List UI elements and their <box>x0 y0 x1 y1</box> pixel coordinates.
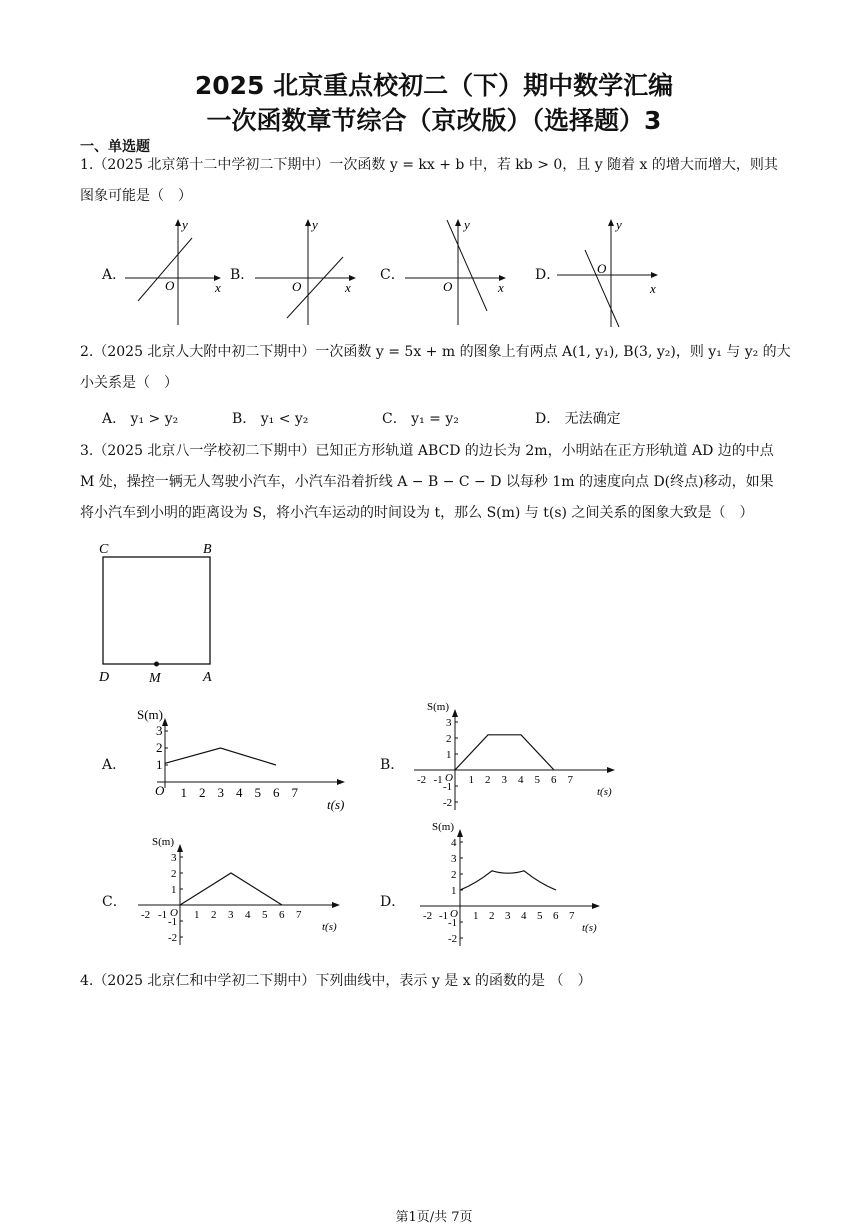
x-tick-label: 7 <box>291 785 298 800</box>
x-tick-label: 3 <box>501 774 507 786</box>
origin-label: O <box>165 278 175 293</box>
y-tick-label: 2 <box>156 740 163 755</box>
x-tick-label: 7 <box>296 909 302 921</box>
page-subtitle: 一次函数章节综合（京改版）（选择题）3 <box>206 106 662 135</box>
x-arrow-head <box>607 767 615 773</box>
x-tick-label: 2 <box>485 774 491 786</box>
y-tick-label: 3 <box>451 853 457 865</box>
origin-label: O <box>450 908 458 920</box>
series-line <box>165 748 276 765</box>
y-tick-label: 3 <box>171 852 177 864</box>
x-label: x <box>498 280 504 295</box>
series-line <box>180 873 282 905</box>
y-tick-label: 2 <box>171 868 177 880</box>
y-tick-label: 3 <box>156 723 163 738</box>
y-label: y <box>616 217 622 232</box>
x-tick-label: 4 <box>518 774 524 786</box>
section-heading: 一、单选题 <box>80 139 150 155</box>
x-tick-label: -2 <box>417 774 427 786</box>
x-arrow-head <box>337 779 345 785</box>
y-arrow-head <box>452 709 458 717</box>
q1-graph-a <box>120 215 230 330</box>
y-tick-label: -1 <box>443 781 453 793</box>
x-tick-label: 7 <box>567 774 573 786</box>
y-axis-label: S(m) <box>432 821 454 833</box>
q3-option-d-label[interactable]: D． <box>380 894 406 910</box>
y-tick-label: 2 <box>451 869 457 881</box>
y-tick-label: -2 <box>448 933 458 945</box>
y-tick-label: -2 <box>443 797 453 809</box>
q1-graph-d <box>557 215 667 330</box>
x-tick-label: 2 <box>211 909 217 921</box>
origin-label: O <box>445 772 453 784</box>
y-label: y <box>182 217 188 232</box>
x-tick-label: 6 <box>551 774 557 786</box>
y-arrow-head <box>177 844 183 852</box>
x-tick-label: 4 <box>521 910 527 922</box>
x-tick-label: 5 <box>534 774 540 786</box>
x-tick-label: 5 <box>254 785 261 800</box>
y-tick-label: 1 <box>446 749 452 761</box>
y-tick-label: 2 <box>446 733 452 745</box>
function-line <box>447 220 487 311</box>
question-1 <box>80 150 792 212</box>
x-tick-label: 5 <box>537 910 543 922</box>
y-tick-label: 1 <box>451 885 457 897</box>
x-tick-label: 1 <box>468 774 474 786</box>
x-axis-label: t(s) <box>322 921 337 933</box>
question-4 <box>80 966 792 997</box>
question-2-line-2: 小关系是（ ） <box>80 375 178 391</box>
question-3-line-3: 将小汽车到小明的距离设为 S，将小汽车运动的时间设为 t，那么 S(m) 与 t(s) 之间关系的图象大致是（ ） <box>80 505 754 521</box>
q3-graph-d <box>410 821 610 960</box>
y-tick-label: 4 <box>451 837 457 849</box>
x-tick-label: 1 <box>473 910 479 922</box>
q1-option-c-label[interactable]: C． <box>380 267 405 283</box>
q3-option-c-label[interactable]: C． <box>102 894 127 910</box>
x-axis-label: t(s) <box>582 922 597 934</box>
x-tick-label: 6 <box>279 909 285 921</box>
x-label: x <box>215 280 221 295</box>
origin-label: O <box>170 907 178 919</box>
x-tick-label: 6 <box>553 910 559 922</box>
question-2-line-1: 2.（2025 北京人大附中初二下期中）一次函数 y = 5x + m 的图象上有两点 A(1, y₁), B(3, y₂)，则 y₁ 与 y₂ 的大 <box>80 344 791 360</box>
x-tick-label: 3 <box>217 785 224 800</box>
question-1-line-1: 1.（2025 北京第十二中学初二下期中）一次函数 y = kx + b 中，若 kb > 0，且 y 随着 x 的增大而增大，则其 <box>80 157 778 173</box>
y-axis-label: S(m) <box>427 701 449 713</box>
x-tick-label: 1 <box>194 909 200 921</box>
q3-graph-a <box>135 707 355 812</box>
x-tick-label: -2 <box>141 909 151 921</box>
q3-option-a-label[interactable]: A． <box>102 757 127 773</box>
q1-option-a-label[interactable]: A． <box>102 267 127 283</box>
q3-graph-c <box>135 835 350 957</box>
q2-option-b[interactable]: B． y₁ < y₂ <box>232 411 309 427</box>
x-arrow-head <box>592 903 600 909</box>
page-footer: 第1页/共 7页 <box>395 1210 473 1225</box>
question-2 <box>80 337 792 399</box>
q1-option-b-label[interactable]: B． <box>230 267 255 283</box>
q1-option-d-label[interactable]: D． <box>535 267 561 283</box>
vertex-c-label: C <box>99 542 109 557</box>
question-1-line-2: 图象可能是（ ） <box>80 188 192 204</box>
square-track-figure <box>95 540 225 690</box>
x-tick-label: 1 <box>180 785 187 800</box>
x-tick-label: 6 <box>273 785 280 800</box>
x-tick-label: 4 <box>236 785 243 800</box>
x-tick-label: 2 <box>199 785 206 800</box>
square-abcd <box>103 557 210 664</box>
origin-label: O <box>155 783 165 798</box>
x-tick-label: 5 <box>262 909 268 921</box>
question-3 <box>80 436 792 529</box>
x-label: x <box>345 280 351 295</box>
y-arrow-head <box>457 829 463 837</box>
x-tick-label: -2 <box>423 910 433 922</box>
x-label: x <box>650 281 656 296</box>
x-axis-label: t(s) <box>597 786 612 798</box>
y-tick-label: -2 <box>168 932 178 944</box>
x-tick-label: -1 <box>439 910 449 922</box>
y-tick-label: 1 <box>171 884 177 896</box>
vertex-d-label: D <box>99 670 110 685</box>
q2-option-a[interactable]: A． y₁ > y₂ <box>102 411 179 427</box>
x-tick-label: -1 <box>158 909 168 921</box>
q2-option-d[interactable]: D． 无法确定 <box>535 411 621 427</box>
point-m <box>154 662 159 667</box>
q1-graph-b <box>255 215 365 330</box>
origin-label: O <box>597 261 607 276</box>
q3-graph-b <box>410 700 625 822</box>
series-line <box>455 735 554 770</box>
question-3-line-2: M 处，操控一辆无人驾驶小汽车，小汽车沿着折线 A − B − C − D 以每秒 1m 的速度向点 D(终点)移动，如果 <box>80 474 774 490</box>
x-tick-label: 3 <box>505 910 511 922</box>
vertex-a-label: A <box>203 670 212 685</box>
x-tick-label: 2 <box>489 910 495 922</box>
point-m-label: M <box>149 671 161 686</box>
q2-option-c[interactable]: C． y₁ = y₂ <box>382 411 459 427</box>
x-tick-label: -1 <box>433 774 443 786</box>
y-tick-label: -1 <box>168 916 178 928</box>
origin-label: O <box>443 279 453 294</box>
q1-graph-c <box>405 215 515 330</box>
q3-option-b-label[interactable]: B． <box>380 757 405 773</box>
y-tick-label: 1 <box>156 757 163 772</box>
y-axis-label: S(m) <box>137 707 163 722</box>
y-label: y <box>312 217 318 232</box>
x-axis-label: t(s) <box>327 797 345 812</box>
page-title: 2025 北京重点校初二（下）期中数学汇编 <box>194 71 674 100</box>
origin-label: O <box>292 279 302 294</box>
x-tick-label: 7 <box>569 910 575 922</box>
x-tick-label: 4 <box>245 909 251 921</box>
vertex-b-label: B <box>203 542 212 557</box>
y-tick-label: -1 <box>448 917 458 929</box>
y-label: y <box>464 217 470 232</box>
y-tick-label: 3 <box>446 717 452 729</box>
x-tick-label: 3 <box>228 909 234 921</box>
question-4-line-1: 4.（2025 北京仁和中学初二下期中）下列曲线中，表示 y 是 x 的函数的是 （ ） <box>80 973 592 989</box>
y-axis-label: S(m) <box>152 836 174 848</box>
question-3-line-1: 3.（2025 北京八一学校初二下期中）已知正方形轨道 ABCD 的边长为 2m，小明站在正方形轨道 AD 边的中点 <box>80 443 774 459</box>
series-line <box>460 871 556 890</box>
x-arrow-head <box>332 902 340 908</box>
